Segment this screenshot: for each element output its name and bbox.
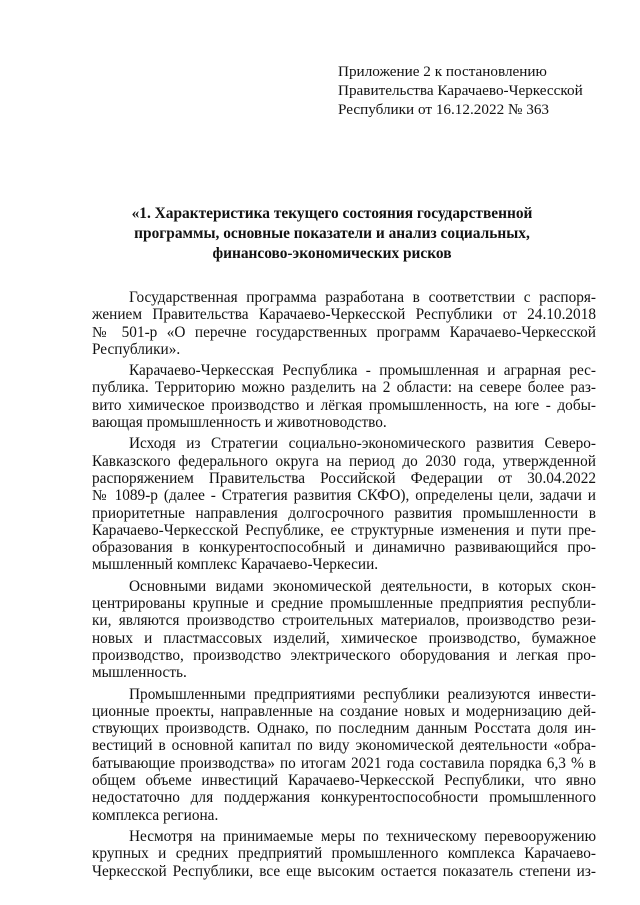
paragraph-line: ки, являются производство строительных материалов, производство рези- — [92, 612, 596, 630]
paragraph-line: № 501-р «О перечне государственных программ Карачаево-Черкесской — [92, 323, 596, 341]
paragraph-line: Промышленными предприятиями республики реализуются инвести- — [129, 685, 596, 703]
paragraph-line: общем объеме инвестиций Карачаево-Черкесской Республики, что явно — [92, 772, 596, 790]
appendix-header-line: Правительства Карачаево-Черкесской — [338, 82, 583, 99]
paragraph-line: ционные проекты, направленные на создание новых и модернизацию дей- — [92, 702, 596, 720]
paragraph-line: мышленный комплекс Карачаево-Черкесии. — [92, 556, 379, 574]
paragraph-line: мышленность. — [92, 664, 187, 682]
paragraph-line: распоряжением Правительства Российской Федерации от 30.04.2022 — [92, 469, 596, 487]
appendix-header — [338, 62, 608, 119]
paragraph-line: комплекса региона. — [92, 806, 219, 824]
paragraph — [92, 578, 596, 682]
paragraph — [92, 362, 596, 431]
paragraph-line: Кавказского федерального округа на период до 2030 года, утвержденной — [92, 452, 596, 470]
paragraph — [92, 289, 596, 358]
paragraph-line: новых и пластмассовых изделий, химическое производство, бумажное — [92, 629, 596, 647]
paragraph-line: Черкесской Республики, все еще высоким остается показатель степени из- — [92, 862, 596, 880]
paragraph-line: производство, производство электрического оборудования и легкая про- — [92, 646, 596, 664]
paragraph-line: Республики». — [92, 340, 181, 358]
appendix-header-line: Приложение 2 к постановлению — [338, 63, 547, 80]
paragraph-line: публика. Территорию можно разделить на 2 области: на севере более раз- — [92, 379, 596, 397]
paragraph-line: жением Правительства Карачаево-Черкесской Республики от 24.10.2018 — [92, 306, 596, 324]
paragraph-line: ствующих производств. Однако, по последним данным Росстата доля ин- — [92, 720, 596, 738]
section-title-line: программы, основные показатели и анализ социальных, — [134, 225, 530, 242]
paragraph-line: приоритетные направления долгосрочного развития промышленности в — [92, 504, 596, 522]
body-text — [92, 289, 596, 884]
paragraph-line: № 1089-р (далее - Стратегия развития СКФО), определены цели, задачи и — [92, 487, 596, 505]
paragraph — [92, 686, 596, 824]
paragraph-line: вито химическое производство и лёгкая промышленность, на юге - добы- — [92, 396, 596, 414]
paragraph-line: вестиций в основной капитал по виду экономической деятельности «обра- — [92, 737, 596, 755]
appendix-header-line: Республики от 16.12.2022 № 363 — [338, 101, 550, 118]
paragraph-line: Карачаево-Черкесской Республике, ее структурные изменения и пути пре- — [92, 521, 596, 539]
paragraph-line: Исходя из Стратегии социально-экономического развития Северо- — [129, 435, 596, 453]
paragraph — [92, 828, 596, 880]
paragraph-line: вающая промышленность и животноводство. — [92, 414, 387, 432]
section-title — [112, 204, 552, 264]
paragraph-line: Карачаево-Черкесская Республика - промышленная и аграрная рес- — [129, 362, 596, 380]
paragraph-line: центрированы крупные и средние промышленные предприятия республи- — [92, 595, 596, 613]
paragraph-line: образования в конкурентоспособный и динамично развивающийся про- — [92, 539, 596, 557]
paragraph — [92, 435, 596, 573]
paragraph-line: Основными видами экономической деятельности, в которых скон- — [129, 577, 596, 595]
paragraph-line: недостаточно для поддержания конкурентоспособности промышленного — [92, 789, 596, 807]
paragraph-line: батывающие производства» по итогам 2021 года составила порядка 6,3 % в — [92, 754, 596, 772]
paragraph-line: крупных и средних предприятий промышленного комплекса Карачаево- — [92, 845, 596, 863]
section-title-line: «1. Характеристика текущего состояния государственной — [131, 205, 533, 222]
section-title-line: финансово-экономических рисков — [212, 245, 452, 262]
paragraph-line: Государственная программа разработана в соответствии с распоря- — [129, 289, 596, 306]
paragraph-line: Несмотря на принимаемые меры по техническому перевооружению — [129, 827, 596, 845]
